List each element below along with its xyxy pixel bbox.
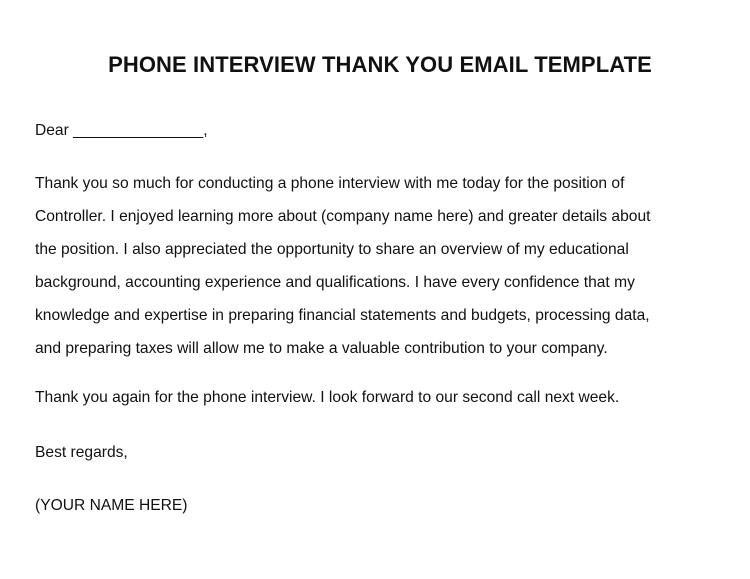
closing-paragraph: Thank you again for the phone interview. I look forward to our second call next week.	[35, 389, 620, 406]
body-line-5: knowledge and expertise in preparing financial statements and budgets, processing data,	[35, 307, 650, 324]
sign-off: Best regards,	[35, 444, 128, 461]
signature-placeholder: (YOUR NAME HERE)	[35, 497, 188, 514]
body-line-1: Thank you so much for conducting a phone interview with me today for the position of	[35, 175, 625, 192]
body-line-2: Controller. I enjoyed learning more about (company name here) and greater details about	[35, 208, 651, 225]
body-line-4: background, accounting experience and qualifications. I have every confidence that my	[35, 274, 635, 291]
body-paragraph	[35, 167, 725, 365]
salutation-line: Dear _______________,	[35, 122, 208, 139]
body-line-6: and preparing taxes will allow me to make a valuable contribution to your company.	[35, 340, 608, 357]
document-title: PHONE INTERVIEW THANK YOU EMAIL TEMPLATE	[108, 52, 652, 77]
body-line-3: the position. I also appreciated the opportunity to share an overview of my educational	[35, 241, 629, 258]
